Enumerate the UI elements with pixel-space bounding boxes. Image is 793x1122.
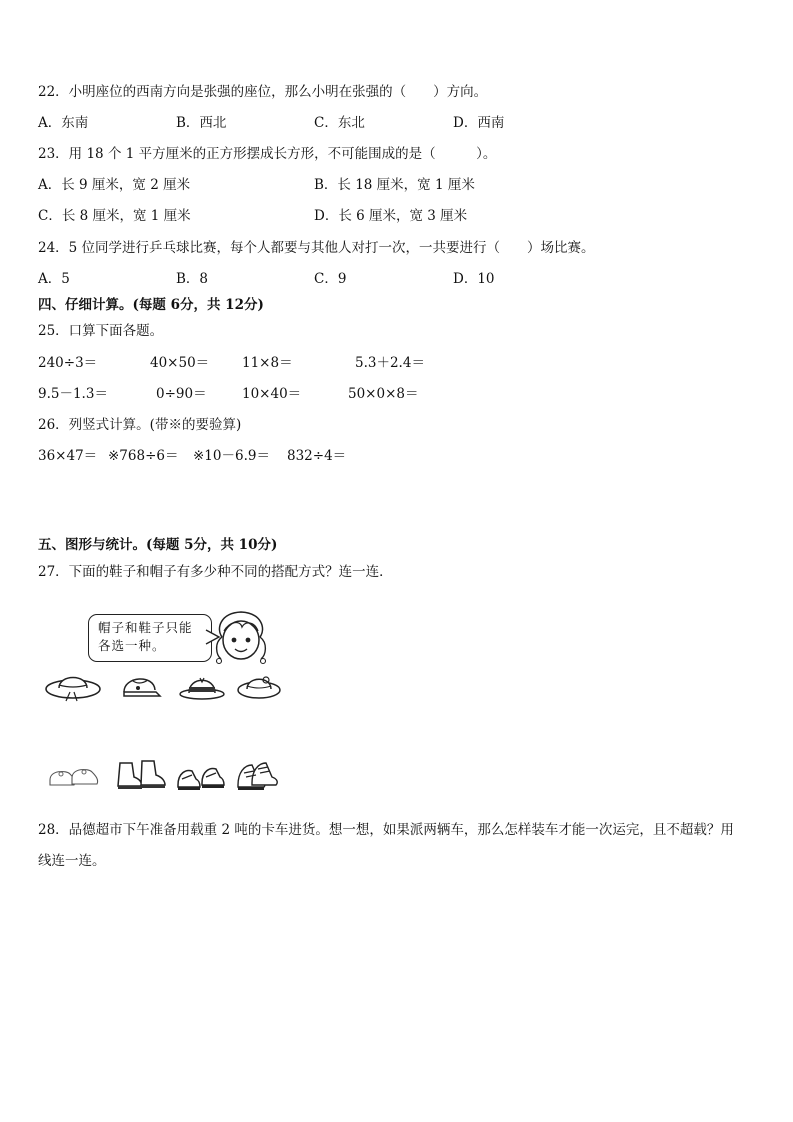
q25-r1-item1: 240÷3＝ (38, 355, 98, 371)
q23-option-c: C．长 8 厘米，宽 1 厘米 (38, 208, 191, 224)
hat-3-fedora-icon (178, 668, 226, 704)
q22-option-b: B．西北 (176, 115, 227, 131)
q22-stem: 22．小明座位的西南方向是张强的座位，那么小明在张强的（ ）方向。 (38, 84, 488, 100)
q26-stem: 26．列竖式计算。(带※的要验算) (38, 417, 242, 433)
q22-option-a: A．东南 (38, 115, 89, 131)
hat-4-icon (236, 668, 282, 704)
q28-stem-line2: 线连一连。 (38, 853, 106, 869)
q24-stem: 24．5 位同学进行乒乓球比赛，每个人都要与其他人对打一次，一共要进行（ ）场比赛。 (38, 240, 595, 256)
hat-2-cap-icon (118, 668, 162, 704)
q26-item3: ※10－6.9＝ (193, 448, 270, 464)
shoe-3-sneaker-icon (174, 757, 228, 793)
q25-r2-item1: 9.5－1.3＝ (38, 386, 108, 402)
q27-stem: 27．下面的鞋子和帽子有多少种不同的搭配方式？连一连． (38, 564, 393, 580)
q25-r2-item4: 50×0×8＝ (348, 386, 419, 402)
q23-option-a: A．长 9 厘米，宽 2 厘米 (38, 177, 191, 193)
section-4-heading: 四、仔细计算。(每题 6分，共 12分) (38, 297, 264, 313)
q25-r1-item4: 5.3＋2.4＝ (355, 355, 425, 371)
q23-option-b: B．长 18 厘米，宽 1 厘米 (314, 177, 475, 193)
q25-r1-item2: 40×50＝ (150, 355, 210, 371)
q22-option-d: D．西南 (453, 115, 505, 131)
q25-r2-item3: 10×40＝ (242, 386, 302, 402)
section-5-heading: 五、图形与统计。(每题 5分，共 10分) (38, 537, 278, 553)
shoe-4-sneaker-icon (234, 755, 280, 793)
q24-option-a: A．5 (38, 271, 70, 287)
q23-option-d: D．长 6 厘米，宽 3 厘米 (314, 208, 468, 224)
speech-bubble-text (98, 619, 193, 655)
speech-bubble-line1: 帽子和鞋子只能 (98, 620, 193, 635)
q26-item2: ※768÷6＝ (108, 448, 179, 464)
q22-option-c: C．东北 (314, 115, 365, 131)
q24-option-c: C．9 (314, 271, 347, 287)
hat-1-icon (44, 668, 102, 704)
q28-stem-line1: 28．品德超市下午准备用载重 2 吨的卡车进货。想一想，如果派两辆车，那么怎样装车才能一次运完，且不超载？用 (38, 822, 734, 838)
q23-stem: 23．用 18 个 1 平方厘米的正方形摆成长方形，不可能围成的是（ ）。 (38, 146, 497, 162)
q24-option-b: B．8 (176, 271, 209, 287)
q26-item1: 36×47＝ (38, 448, 98, 464)
shoe-2-boot-icon (114, 755, 168, 793)
girl-illustration-icon (212, 607, 270, 667)
q25-r1-item3: 11×8＝ (242, 355, 293, 371)
q26-item4: 832÷4＝ (287, 448, 347, 464)
q25-stem: 25．口算下面各题。 (38, 323, 164, 339)
speech-bubble-line2: 各选一种。 (98, 638, 166, 653)
q25-r2-item2: 0÷90＝ (156, 386, 207, 402)
q24-option-d: D．10 (453, 271, 495, 287)
shoe-1-icon (46, 758, 102, 792)
